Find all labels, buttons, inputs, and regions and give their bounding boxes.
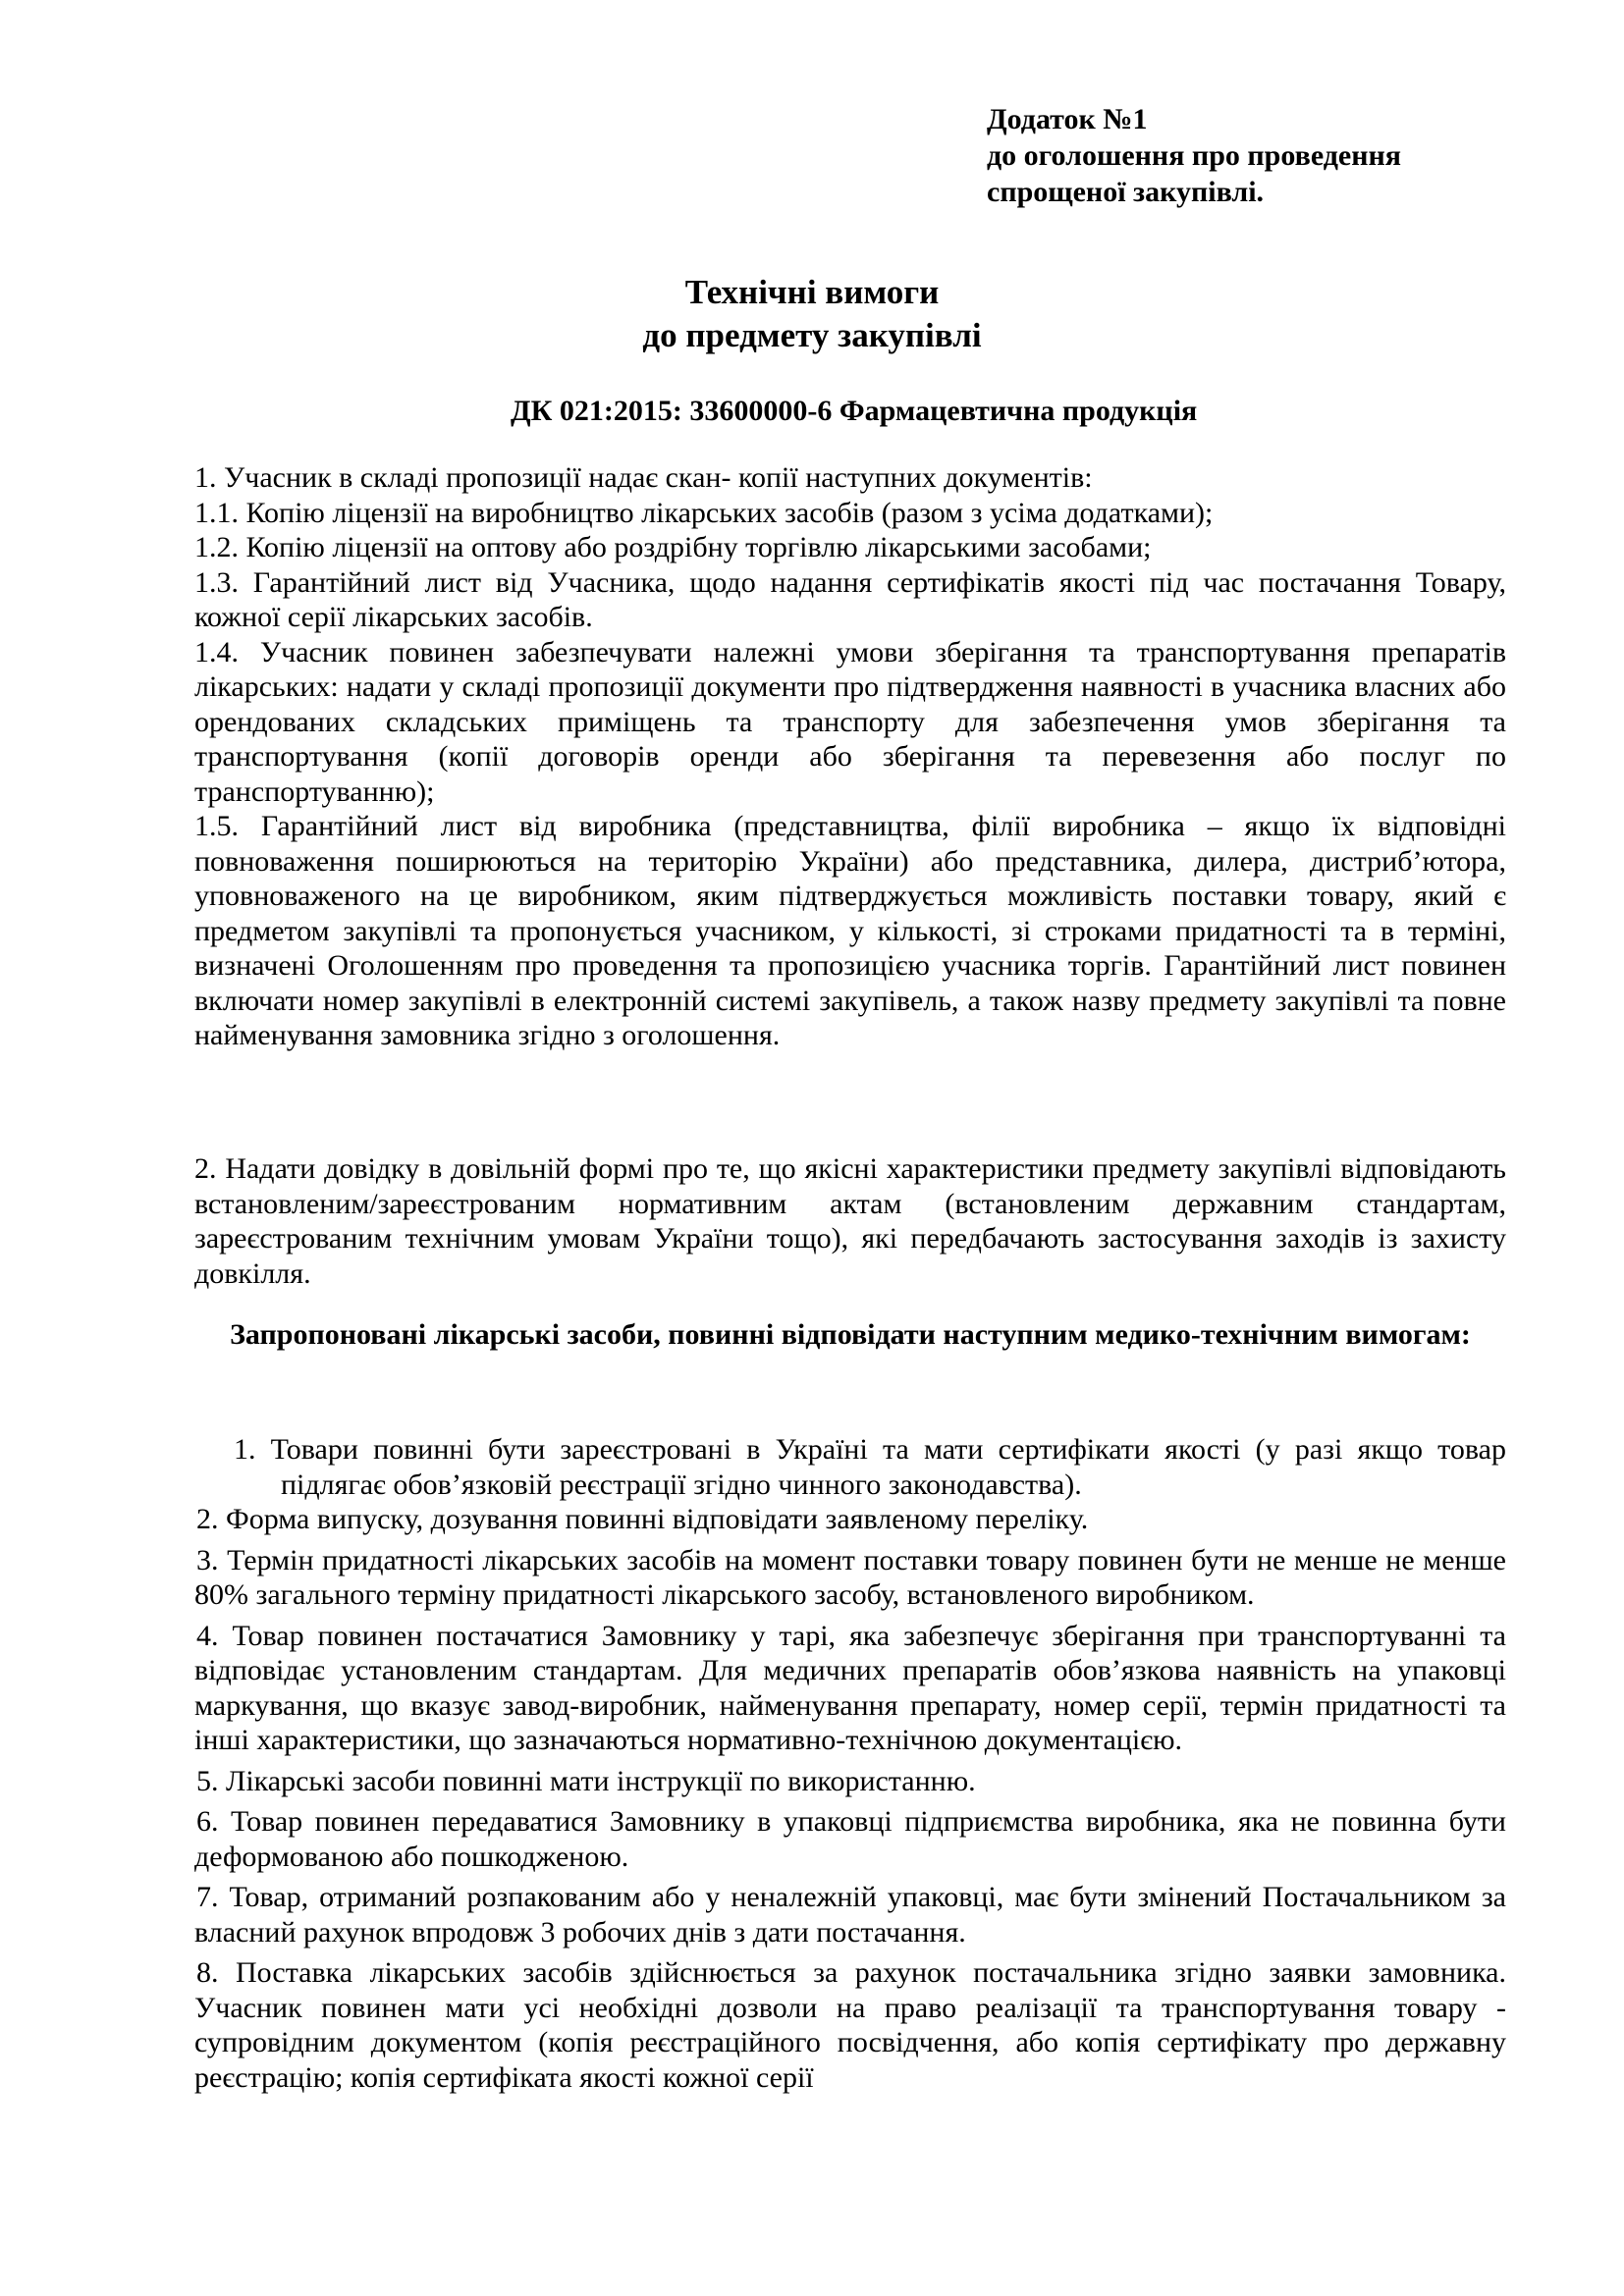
section-1-item: 1.2. Копію ліцензії на оптову або роздрібну торгівлю лікарськими засобами; — [194, 531, 1152, 563]
addendum-line-2: до оголошення про проведення — [987, 139, 1402, 172]
requirement-item: 1. Товари повинні бути зареєстровані в Україні та мати сертифікати якості (у разі якщо товар підлягає обов’язковій реєстрації згідно чинного законодавства). — [234, 1433, 1506, 1501]
requirement-item: 6. Товар повинен передаватися Замовнику в упаковці підприємства виробника, яка не повинна бути деформованою або пошкодженою. — [194, 1805, 1506, 1873]
section-1-item: 1.4. Учасник повинен забезпечувати належні умови зберігання та транспортування препаратів лікарських: надати у складі пропозиції документи про підтвердження наявності в учасника власних або орендованих складських приміщень та транспорту для забезпечення умов зберігання та транспортування (копії договорів оренди або зберігання та перевезення або послуг по транспортуванню); — [194, 635, 1506, 808]
section-1-item: 1. Учасник в складі пропозиції надає скан- копії наступних документів: — [194, 461, 1093, 494]
section-1-item: 1.3. Гарантійний лист від Учасника, щодо надання сертифікатів якості під час постачання Товару, кожної серії лікарських засобів. — [194, 565, 1506, 633]
addendum-line-1: Додаток №1 — [987, 103, 1148, 135]
requirement-item: 4. Товар повинен постачатися Замовнику у тарі, яка забезпечує зберігання при транспортуванні та відповідає установленим стандартам. Для медичних препаратів обов’язкова наявність на упаковці маркування, що вказує завод-виробник, найменування препарату, номер серії, термін придатності та інші характеристики, що зазначаються нормативно-технічною документацією. — [194, 1619, 1506, 1756]
requirement-item: 3. Термін придатності лікарських засобів на момент поставки товару повинен бути не менше не менше 80% загального терміну придатності лікарського засобу, встановленого виробником. — [194, 1543, 1506, 1611]
addendum-line-3: спрощеної закупівлі. — [987, 176, 1265, 208]
section-1-item: 1.5. Гарантійний лист від виробника (представництва, філії виробника – якщо їх відповідні повноваження поширюються на територію України) або представника, дилера, дистриб’ютора, уповноваженого на це виробником, яким підтверджується можливість поставки товару, який є предметом закупівлі та пропонується учасником, у кількості, зі строками придатності та в терміні, визначені Оголошенням про проведення та пропозицією учасника торгів. Гарантійний лист повинен включати номер закупівлі в електронній системі закупівель, а також назву предмету закупівлі та повне найменування замовника згідно з оголошення. — [194, 810, 1506, 1051]
section-1-item: 1.1. Копію ліцензії на виробництво лікарських засобів (разом з усіма додатками); — [194, 496, 1214, 529]
document-title-line-2: до предмету закупівлі — [642, 316, 982, 354]
document-title-line-1: Технічні вимоги — [684, 273, 940, 311]
requirement-item: 2. Форма випуску, дозування повинні відповідати заявленому переліку. — [196, 1503, 1089, 1535]
requirements-list — [194, 1432, 1506, 2095]
requirement-item: 8. Поставка лікарських засобів здійснюється за рахунок постачальника згідно заявки замовника. Учасник повинен мати усі необхідні дозволи на право реалізації та транспортування товару - супровідним документом (копія реєстраційного посвідчення, або копія сертифікату про державну реєстрацію; копія сертифіката якості кожної серії — [194, 1956, 1506, 2094]
addendum-header — [987, 101, 1576, 210]
requirements-heading: Запропоновані лікарські засоби, повинні відповідати наступним медико-технічним вимогам: — [230, 1318, 1471, 1351]
section-1-documents — [194, 460, 1506, 1053]
dk-classification-code: ДК 021:2015: 33600000-6 Фармацевтична продукція — [511, 395, 1198, 427]
requirement-item: 5. Лікарські засоби повинні мати інструкції по використанню. — [196, 1764, 976, 1797]
requirement-item: 7. Товар, отриманий розпакованим або у неналежній упаковці, має бути змінений Постачальником за власний рахунок впродовж 3 робочих днів з дати постачання. — [194, 1881, 1506, 1949]
section-2-text: 2. Надати довідку в довільній формі про те, що якісні характеристики предмету закупівлі відповідають встановленим/зареєстрованим нормативним актам (встановленим державним стандартам, зареєстрованим технічним умовам України тощо), які передбачають застосування заходів із захисту довкілля. — [194, 1152, 1506, 1290]
section-2-paragraph — [194, 1151, 1506, 1291]
